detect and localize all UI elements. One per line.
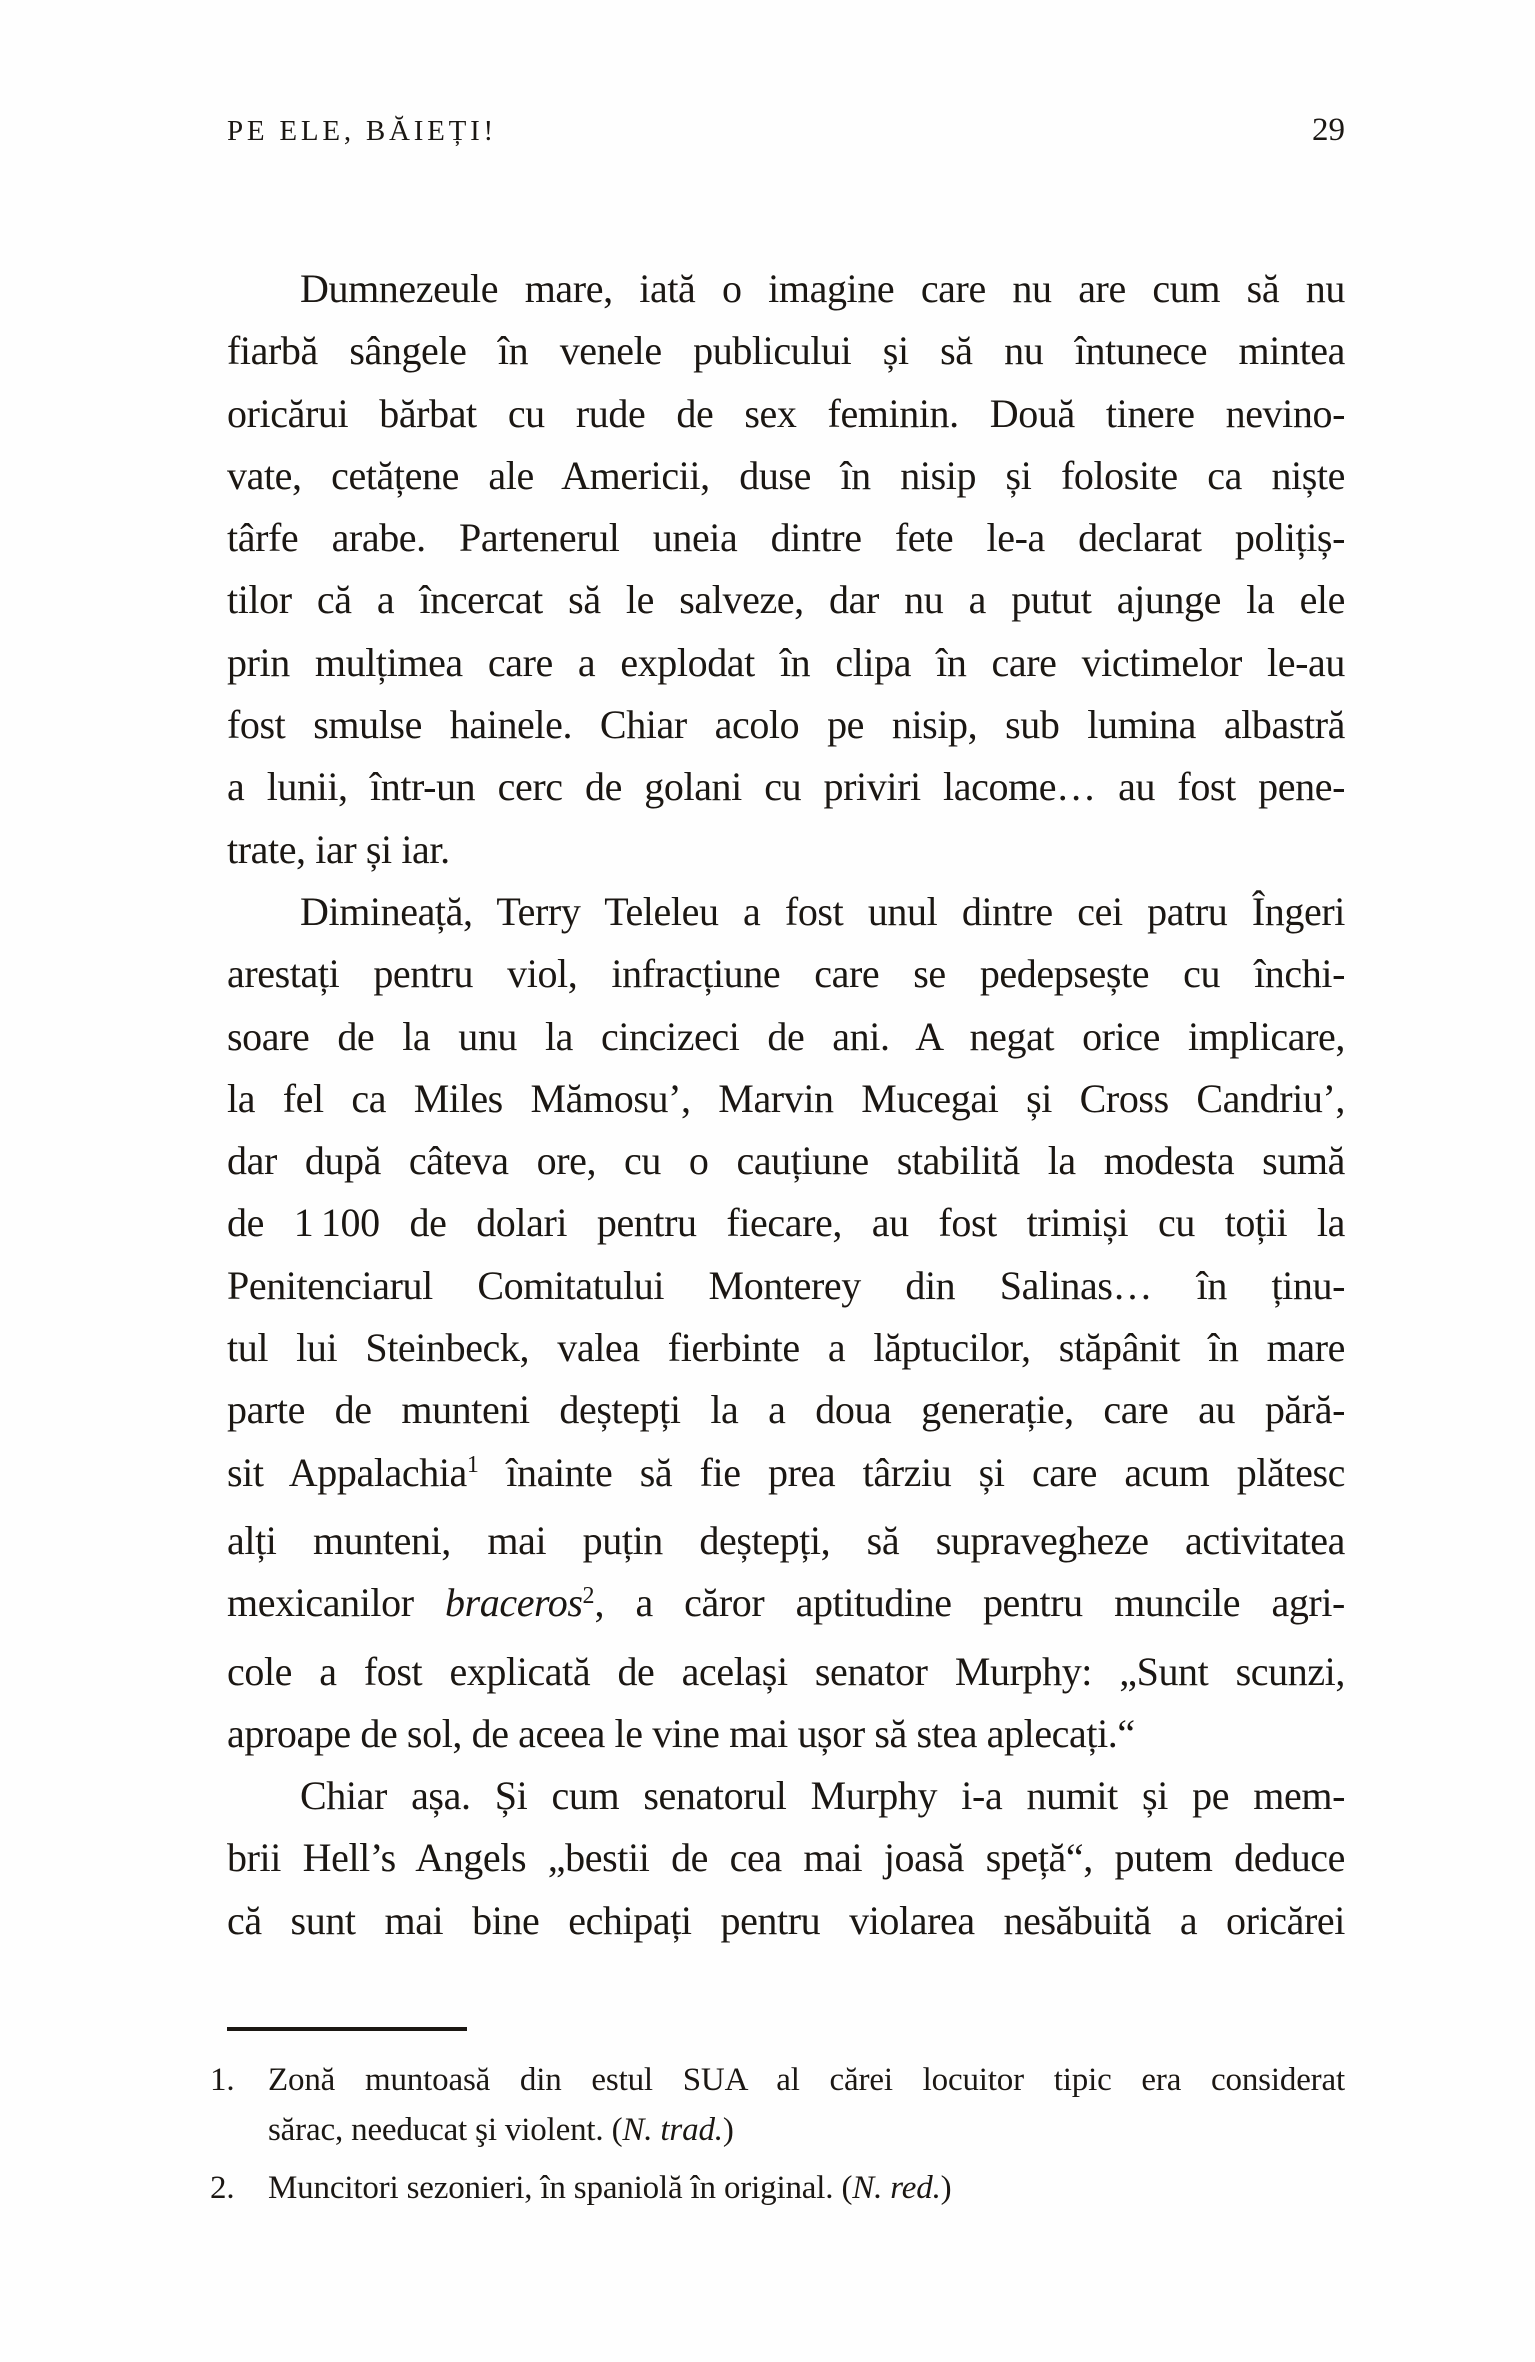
text-segment: parte de munteni deștepți la a doua generație, care au pără- <box>227 1387 1345 1433</box>
text-segment: Dimineață, Terry Teleleu a fost unul dintre cei patru Îngeri <box>300 888 1345 934</box>
text-segment: Penitenciarul Comitatului Monterey din Salinas… în ținu- <box>227 1262 1345 1308</box>
text-segment: cole a fost explicată de același senator Murphy: „Sunt scunzi, <box>227 1648 1345 1694</box>
text-segment: Chiar așa. Și cum senatorul Murphy i-a numit și pe mem- <box>300 1773 1345 1819</box>
text-line <box>227 1827 1345 1889</box>
text-line <box>268 2163 1345 2213</box>
footnote-ref: 2 <box>582 1583 595 1610</box>
footnote <box>210 2055 1345 2155</box>
text-segment: ) <box>940 2170 952 2206</box>
text-line <box>227 1006 1345 1068</box>
text-segment: ) <box>722 2112 734 2148</box>
text-line <box>227 1572 1345 1640</box>
text-segment: Zonă muntoasă din estul SUA al cărei locuitor tipic era considerat <box>268 2062 1345 2098</box>
footnote <box>210 2163 1345 2213</box>
text-segment: oricărui bărbat cu rude de sex feminin. Două tinere nevino- <box>227 390 1345 436</box>
text-line <box>227 632 1345 694</box>
running-header <box>227 112 1345 149</box>
footnotes-list <box>210 2055 1345 2213</box>
italic-text: braceros <box>444 1580 583 1626</box>
italic-text: N. trad. <box>622 2112 723 2148</box>
text-segment: tul lui Steinbeck, valea fierbinte a lăptucilor, stăpânit în mare <box>227 1325 1345 1371</box>
text-line <box>227 943 1345 1005</box>
text-line <box>227 694 1345 756</box>
footnotes-section <box>210 2027 1345 2213</box>
footnote-number: 2. <box>210 2170 235 2206</box>
text-segment: a lunii, într-un cerc de golani cu priviri lacome… au fost pene- <box>227 764 1345 810</box>
text-line <box>227 819 1345 881</box>
text-line <box>227 1192 1345 1254</box>
text-line <box>227 1703 1345 1765</box>
text-segment: vate, cetățene ale Americii, duse în nisip și folosite ca niște <box>227 452 1345 498</box>
text-segment: alți munteni, mai puțin deștepți, să supravegheze activitatea <box>227 1517 1345 1563</box>
text-line <box>227 1765 1345 1827</box>
text-segment: trate, iar și iar. <box>227 826 450 872</box>
text-line <box>227 756 1345 818</box>
text-segment: înainte să fie prea târziu și care acum plătesc <box>478 1449 1345 1495</box>
text-segment: de 1 100 de dolari pentru fiecare, au fost trimiși cu toții la <box>227 1200 1345 1246</box>
body-text <box>227 258 1345 1952</box>
text-segment: brii Hell’s Angels „bestii de cea mai joasă speță“, putem deduce <box>227 1835 1345 1881</box>
running-header-title: PE ELE, BĂIEȚI! <box>227 115 497 147</box>
page-number: 29 <box>1312 112 1345 148</box>
footnote-ref: 1 <box>466 1452 479 1479</box>
text-segment: târfe arabe. Partenerul uneia dintre fete le-a declarat polițiș- <box>227 515 1345 561</box>
text-segment: Muncitori sezonieri, în spaniolă în original. ( <box>268 2170 853 2206</box>
text-segment: sit Appalachia <box>227 1449 467 1495</box>
text-segment: la fel ca Miles Mămosu’, Marvin Mucegai și Cross Candriu’, <box>227 1075 1345 1121</box>
text-line <box>227 1068 1345 1130</box>
text-segment: sărac, needucat şi violent. ( <box>268 2112 623 2148</box>
text-line <box>227 881 1345 943</box>
text-segment: prin mulțimea care a explodat în clipa în care victimelor le-au <box>227 639 1345 685</box>
text-line <box>227 445 1345 507</box>
text-line <box>227 1255 1345 1317</box>
text-line <box>227 1510 1345 1572</box>
text-line <box>227 258 1345 320</box>
text-line <box>227 569 1345 631</box>
text-segment: fost smulse hainele. Chiar acolo pe nisip, sub lumina albastră <box>227 702 1345 748</box>
footnote-divider <box>227 2027 467 2031</box>
text-segment: Dumnezeule mare, iată o imagine care nu are cum să nu <box>300 266 1345 311</box>
text-line <box>227 383 1345 445</box>
text-line <box>227 1130 1345 1192</box>
text-segment: dar după câteva ore, cu o cauțiune stabilită la modesta sumă <box>227 1138 1345 1184</box>
italic-text: N. red. <box>852 2170 941 2206</box>
text-line <box>227 1890 1345 1952</box>
text-line <box>227 1317 1345 1379</box>
text-line <box>268 2105 1345 2155</box>
text-segment: , a căror aptitudine pentru muncile agri- <box>594 1580 1345 1626</box>
text-line <box>227 1641 1345 1703</box>
text-segment: fiarbă sângele în venele publicului și să nu întunece mintea <box>227 328 1345 374</box>
text-segment: că sunt mai bine echipați pentru violarea nesăbuită a oricărei <box>227 1897 1345 1943</box>
text-segment: arestați pentru viol, infracțiune care se pedepsește cu închi- <box>227 951 1345 997</box>
text-segment: tilor că a încercat să le salveze, dar nu a putut ajunge la ele <box>227 577 1345 623</box>
text-segment: mexicanilor <box>227 1580 445 1626</box>
text-segment: aproape de sol, de aceea le vine mai ușor să stea aplecați.“ <box>227 1710 1135 1756</box>
text-line <box>227 1442 1345 1510</box>
text-line <box>227 507 1345 569</box>
text-segment: soare de la unu la cincizeci de ani. A negat orice implicare, <box>227 1013 1345 1059</box>
text-line <box>227 320 1345 382</box>
text-line <box>268 2055 1345 2105</box>
footnote-number: 1. <box>210 2062 235 2098</box>
text-line <box>227 1379 1345 1441</box>
